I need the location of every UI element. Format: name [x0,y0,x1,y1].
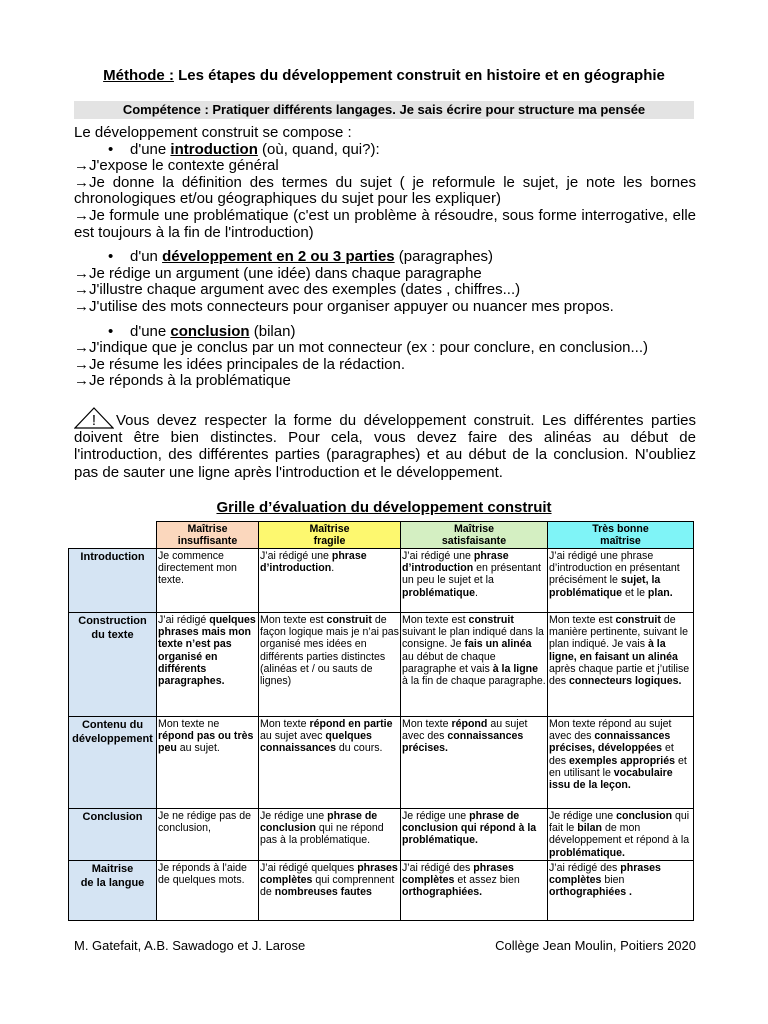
cell-emphasis: conclusion [616,810,673,822]
intro-line-3: → Je formule une problématique (c'est un problème à résoudre, sous forme interrogative, elle est toujours à la fin de l'introduction) [74,208,696,241]
level-header [259,522,401,549]
concl-line-2: → Je résume les idées principales de la rédaction. [74,357,696,374]
intro-line-2: → Je donne la définition des termes du sujet ( je reformule le sujet, je note les bornes chronologiques et/ou géographiques du sujet pour les expliquer) [74,175,696,208]
bullet-conclusion [74,324,696,341]
title-rest: Les étapes du développement construit en histoire et en géographie [173,67,665,84]
cell-emphasis: quelques connaissances [260,730,372,755]
grid-cell [548,549,694,613]
criterion-line: Maitrise [91,863,134,875]
cell-text: qui comprennent de [260,874,395,899]
criterion-line: de la langue [80,877,145,889]
keyword-development: développement en 2 ou 3 parties [162,248,395,266]
grid-row [69,809,694,861]
cell-text: bien [601,874,625,887]
grid-row [69,861,694,921]
grid-cell [157,717,259,809]
criterion-label [69,549,157,613]
cell-emphasis: sujet, la problématique [549,574,661,599]
cell-text: J’ai rédigé des [549,862,621,874]
grid-cell [401,613,548,717]
dev-line-2: → J'illustre chaque argument avec des exemples (dates , chiffres...) [74,282,696,299]
cell-text: Je ne rédige pas de conclusion, [158,810,252,835]
level-line: Maîtrise [187,523,228,535]
intro-sentence: Le développement construit se compose : [74,124,352,141]
level-line: Maîtrise [453,523,495,535]
cell-emphasis: plan. [647,586,673,599]
grid-cell [401,549,548,613]
cell-text: au début de chaque paragraphe et vais [402,650,496,675]
cell-emphasis: vocabulaire issu de la leçon. [549,766,673,792]
bullet-introduction [74,142,696,159]
cell-text: Je rédige une [549,810,617,822]
level-header [548,522,694,549]
footer-authors: M. Gatefait, A.B. Sawadogo et J. Larose [74,938,306,953]
cell-text: Je rédige une [402,810,470,822]
cell-text: J’ai rédigé quelques [260,862,358,874]
grid-cell [259,717,401,809]
cell-text: en présentant un peu le sujet et la [402,562,541,587]
cell-emphasis: problématique [402,586,475,599]
cell-emphasis: répond pas ou très peu [158,730,254,755]
grid-title: Grille d’évaluation du développement construit [216,499,552,516]
cell-text: J’ai rédigé une [402,550,474,562]
cell-text: J’ai rédigé [158,614,210,626]
cell-text: . [331,562,335,575]
level-line: fragile [313,535,346,547]
keyword-conclusion: conclusion [170,322,250,340]
bullet-suffix: (paragraphes) [394,248,494,266]
cell-emphasis: construit [468,614,514,626]
bullet-suffix: (bilan) [249,322,296,340]
cell-text: et des [549,742,674,767]
criterion-line: développement [72,733,153,745]
cell-text: Mon texte [402,718,452,730]
grid-cell [401,717,548,809]
cell-text: Mon texte est [549,614,616,626]
dev-line-3: → J'utilise des mots connecteurs pour organiser appuyer ou nuancer mes propos. [74,299,696,316]
level-line: insuffisante [177,535,238,547]
cell-emphasis: quelques phrases mais mon texte n’est pas organisé en différents paragraphes. [158,614,256,688]
cell-text: Je réponds à l’aide de quelques mots. [158,862,247,887]
cell-text: après chaque partie et j’utilise des [549,662,690,688]
bullet-prefix: d'un [130,248,163,266]
grid-cell [548,717,694,809]
grid-cell [548,613,694,717]
bullet-development [74,249,696,266]
cell-text: à la fin de chaque paragraphe. [402,675,546,688]
cell-emphasis: bilan [577,822,602,835]
cell-text: Mon texte répond au sujet avec des [549,718,672,743]
cell-text: . [475,586,478,599]
evaluation-grid [68,521,694,921]
svg-text:!: ! [91,412,97,429]
criterion-label [69,809,157,861]
grid-cell [157,549,259,613]
grid-cell [259,809,401,861]
cell-text: Mon texte [260,718,310,730]
cell-emphasis: orthographiées . [549,886,632,899]
cell-emphasis: à la ligne [492,662,539,675]
title-lead: Méthode : [103,67,174,84]
cell-emphasis: orthographiées. [402,886,483,899]
grid-cell [548,809,694,861]
grid-cell [401,861,548,921]
criterion-label [69,717,157,809]
cell-emphasis: connaissances précises. [402,730,524,755]
warning-text: Vous devez respecter la forme du développement construit. Les différentes parties doivent être bien distinctes. Pour cela, vous devez faire des alinéas au début de l'introduction, des différentes parties (paragraphes) et au début de la conclusion. N'oubliez pas de sauter une ligne après l'introduction et le développement. [74,412,696,481]
cell-emphasis: exemples appropriés [569,754,676,767]
cell-text: au sujet. [176,742,220,755]
cell-text: au sujet avec des [402,718,528,743]
cell-emphasis: répond [451,718,488,730]
criterion-line: Conclusion [82,811,143,823]
cell-emphasis: nombreuses fautes [274,886,372,899]
cell-emphasis: répond en partie [309,718,393,730]
grid-cell [259,549,401,613]
cell-emphasis: connecteurs logiques. [569,675,682,688]
cell-text: Mon texte ne [158,718,220,730]
criterion-label [69,861,157,921]
cell-text: de mon développement et répond à la [549,822,690,847]
bullet-prefix: d'une [130,322,171,340]
cell-text: du cours. [335,742,383,755]
cell-text: J’ai rédigé une phrase d’introduction en présentant précisément le [549,550,680,587]
warning-triangle-icon [74,407,114,429]
criterion-label [69,613,157,717]
cell-emphasis: phrases complètes [260,862,398,887]
method-body [74,125,696,390]
grid-cell [401,809,548,861]
level-line: Très bonne [592,523,649,535]
cell-emphasis: phrase d’introduction [260,550,367,575]
warning-paragraph [74,407,696,481]
grid-cell [157,613,259,717]
bullet-prefix: d'une [130,140,171,158]
cell-emphasis: fais un alinéa [464,638,532,651]
criterion-line: Contenu du [81,719,144,731]
grid-row [69,717,694,809]
cell-text: et en utilisant le [549,754,687,779]
grid-cell [548,861,694,921]
cell-emphasis: construit [326,614,372,626]
cell-text: J’ai rédigé des [402,862,474,874]
cell-emphasis: problématique. [549,846,625,859]
footer-school: Collège Jean Moulin, Poitiers 2020 [495,938,696,953]
cell-text: au sujet avec [260,730,326,743]
level-line: maîtrise [600,535,641,547]
level-header [401,522,548,549]
cell-text: Mon texte est [260,614,327,626]
grid-row [69,613,694,717]
criterion-line: du texte [91,629,134,641]
cell-text: et le [622,586,648,599]
cell-emphasis: phrase de conclusion [260,810,378,835]
cell-text: qui fait le [549,810,690,835]
criterion-line: Construction [78,615,147,627]
keyword-introduction: introduction [170,140,258,158]
cell-emphasis: phrases complètes [549,862,661,887]
cell-emphasis: phrase d’introduction [402,550,509,575]
cell-text: suivant le plan indiqué dans la consigne. Je [402,626,544,651]
cell-text: J’ai rédigé une [260,550,332,562]
competence-banner: Compétence : Pratiquer différents langages. Je sais écrire pour structure ma pensée [74,101,694,119]
grid-corner [69,522,157,549]
criterion-line: Introduction [80,551,145,563]
level-header [157,522,259,549]
dev-line-1: → Je rédige un argument (une idée) dans chaque paragraphe [74,266,696,283]
level-line: Maîtrise [309,523,350,535]
cell-emphasis: connaissances précises, développées [549,730,671,755]
grid-body [69,549,694,921]
cell-emphasis: phrases complètes [402,862,514,887]
cell-text: de façon logique mais je n’ai pas organisé mes idées en différents parties distinctes (alinéas et / ou sauts de lignes) [260,614,399,688]
level-line: satisfaisante [441,535,507,547]
cell-text: de manière pertinente, suivant le plan indiqué. Je vais [549,614,688,651]
bullet-suffix: (où, quand, qui?): [257,140,380,158]
grid-cell [259,613,401,717]
grid-row [69,549,694,613]
concl-line-3: → Je réponds à la problématique [74,373,696,390]
cell-emphasis: à la ligne, en faisant un alinéa [549,638,678,663]
cell-text: Je commence directement mon texte. [158,550,237,587]
grid-cell [157,861,259,921]
grid-header-row [69,522,694,549]
cell-text: et assez bien [454,874,520,887]
grid-cell [259,861,401,921]
cell-emphasis: construit [615,614,661,626]
cell-emphasis: phrase de conclusion qui répond à la problématique. [402,810,537,847]
page-title [0,67,768,84]
cell-text: qui ne répond pas à la problématique. [260,822,384,847]
cell-text: Mon texte est [402,614,469,626]
cell-text: Je rédige une [260,810,328,822]
concl-line-1: → J'indique que je conclus par un mot connecteur (ex : pour conclure, en conclusion...) [74,340,696,357]
grid-cell [157,809,259,861]
intro-line-1: → J'expose le contexte général [74,158,696,175]
